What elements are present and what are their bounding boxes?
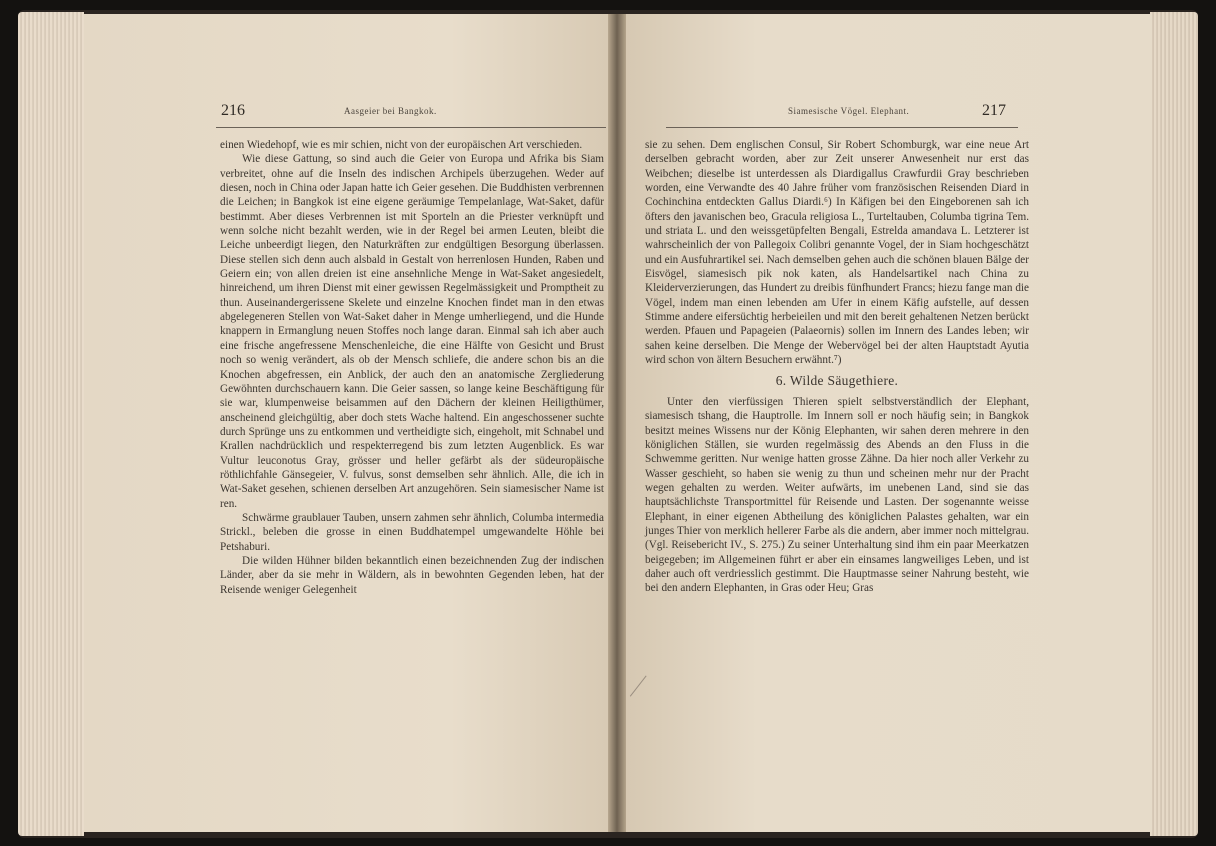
header-rule <box>666 127 1018 128</box>
running-head: Aasgeier bei Bangkok. <box>344 106 437 116</box>
paragraph: Schwärme graublauer Tauben, unsern zahmen sehr ähnlich, Columba intermedia Strickl., beleben die grosse in einen Buddhatempel umgewandelte Höhle bei Petshaburi. <box>220 511 604 553</box>
page-number: 217 <box>982 102 1006 119</box>
body-text <box>220 138 604 597</box>
left-page <box>84 14 608 832</box>
section-title: 6. Wilde Säugethiere. <box>775 372 899 388</box>
paragraph: sie zu sehen. Dem englischen Consul, Sir Robert Schomburgk, war eine neue Art derselben gebracht worden, aber zur Zeit unserer Anwesenheit nur erst das Weibchen; dieselbe ist unterdessen als Diardigallus Crawfurdii Gray beschrieben worden, eine Verwandte des 40 Jahre früher vom französischen Reisenden Diard in Cochinchina entdeckten Gallus Diardi.⁶) In Käfigen bei den Eingeborenen sah ich öfters den javanischen beo, Gracula religiosa L., Turteltauben, Columba tigrina Tem. und striata L. und den weissgetüpfelten Bengali, Estrelda amandava L. Letzterer ist wahrscheinlich der von Pallegoix Colibri genannte Vogel, der in Siam hochgeschätzt und ein Ausfuhrartikel sei. Nach demselben gehen auch die schönen blauen Bälge der Eisvögel, siamesisch pik nok katen, als Handelsartikel nach China zu Kleiderverzierungen, das Hundert zu dreibis fünfhundert Francs; hiezu fange man die Vögel, indem man einen lebenden am Ufer in einem Käfig aufstelle, auf dessen Stimme andere eifersüchtig herbeieilen und mit den bereit gehaltenen Netzen berückt werden. Pfauen und Papageien (Palaeornis) sollen im Innern des Landes leben; wir sahen keine derselben. Die Menge der Webervögel bei der alten Hauptstadt Ayutia wird schon von ältern Besuchern erwähnt.⁷) <box>645 139 1029 367</box>
header-rule <box>216 127 606 128</box>
right-page <box>626 14 1152 832</box>
paragraph: Unter den vierfüssigen Thieren spielt selbstverständlich der Elephant, siamesisch tshang, die Hauptrolle. Im Innern soll er noch häufig sein; in Bangkok besitzt meines Wissens nur der König Elephanten, wir sahen deren mehrere in den königlichen Ställen, sie wurden regelmässig des Abends an den Fluss in die Schwemme geritten. Nur wenige hatten grosse Zähne. Da hier noch aller Verkehr zu Wasser geschieht, so haben sie wenig zu thun und scheinen mehr nur der Pracht wegen gehalten zu werden. Weiter aufwärts, im unebenen Land, sind sie das hauptsächlichste Transportmittel für Reisende und Lasten. Der sogenannte weisse Elephant, in einer eigenen Abtheilung des königlichen Palastes gehalten, war ein junges Thier von merklich hellerer Farbe als die andern, aber immer noch mittelgrau. (Vgl. Reisebericht IV., S. 275.) Zu seiner Unterhaltung sind ihm ein paar Meerkatzen beigegeben; im Allgemeinen führt er aber ein einsames langweiliges Leben, und ist daher auch oft verdriesslich gestimmt. Die Hauptmasse seiner Nahrung besteht, wie bei den andern Elephanten, in Gras oder Heu; Gras <box>645 395 1029 595</box>
book-gutter <box>608 14 626 832</box>
page-edges-left <box>18 12 84 836</box>
paragraph: Die wilden Hühner bilden bekanntlich einen bezeichnenden Zug der indischen Länder, aber da sie mehr in Wäldern, als in bewohnten Gegenden leben, hat der Reisende weniger Gelegenheit <box>220 554 604 596</box>
page-edges-right <box>1150 12 1198 836</box>
running-head: Siamesische Vögel. Elephant. <box>788 106 910 116</box>
paragraph: einen Wiedehopf, wie es mir schien, nicht von der europäischen Art verschieden. <box>220 139 583 151</box>
paragraph: Wie diese Gattung, so sind auch die Geier von Europa und Afrika bis Siam verbreitet, ohne auf die Inseln des indischen Archipels überzugehen. Weder auf diesen, noch in China oder Japan hatte ich Geier gesehen. Die Buddhisten verbrennen die Leichen; in Bangkok ist eine eigene geräumige Tempelanlage, Wat-Saket, dafür bestimmt. Aber dieses Verbrennen ist mit Sporteln an die Priester verknüpft und wenn solche nicht bezahlt werden, wie in der Regel bei armen Leuten, bleibt die Leiche unbeerdigt liegen, den Naturkräften zur endgültigen Besorgung überlassen. Diese stellen sich denn auch alsbald in Gestalt von herrenlosen Hunden, Raben und Geiern ein; von allen dreien ist eine ansehnliche Menge in Wat-Saket angesiedelt, hinreichend, um ihren Dienst mit einer gewissen Regelmässigkeit und Promptheit zu thun. Auseinandergerissene Skelete und einzelne Knochen findet man in den etwas abgelegeneren Stellen von Wat-Saket daher in Menge umherliegend, und die Hunde knappern in Ermanglung neuen Stoffes noch lange daran. Einmal sah ich aber auch eine frische angefressene Menschenleiche, die eine Hälfte von Gesicht und Brust noch so wenig verändert, als ob der Mensch schliefe, die andere schon bis an die Knochen abgefressen, ein Anblick, der auch den an anatomische Zergliederung Gewöhnten durchschauern kann. Die Geier sassen, so lange keine Beschäftigung für sie war, klumpenweise beisammen auf den Dächern der kleinen Heiligthümer, anscheinend gleichgültig, aber doch stets Wache haltend. Ein angeschossener suchte durch Sprünge uns zu entkommen und vertheidigte sich, eingeholt, mit Schnabel und Krallen nachdrücklich und respekterregend bis zum letzten Augenblick. Es war Vultur leuconotus Gray, grösser und heller gefärbt als der südeuropäische röthlichfahle Gänsegeier, V. fulvus, sonst demselben sehr ähnlich. Alle, die ich in Wat-Saket gesehen, schienen derselben Art anzugehören. Sein siamesischer Name ist ren. <box>220 153 604 510</box>
body-text <box>645 138 1029 596</box>
page-number: 216 <box>221 102 245 119</box>
